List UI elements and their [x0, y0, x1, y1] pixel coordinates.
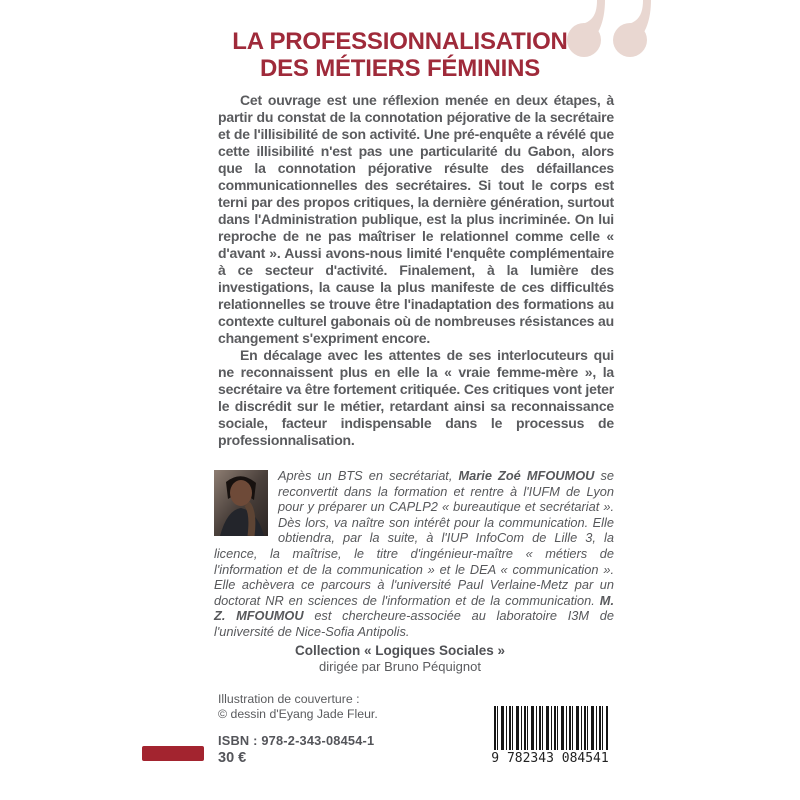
red-accent-bar [142, 746, 204, 761]
author-name: Marie Zoé MFOUMOU [458, 468, 595, 483]
book-title-line1: LA PROFESSIONNALISATION [232, 28, 568, 55]
author-bio [214, 468, 614, 640]
author-portrait-photo [214, 470, 268, 536]
collection-director: dirigée par Bruno Péquignot [319, 659, 481, 674]
bio-text-1: Après un BTS en secrétariat, [278, 468, 459, 483]
cover-credit-line2: © dessin d'Eyang Jade Fleur. [218, 707, 378, 721]
collection-block [0, 643, 800, 675]
price-text: 30 € [218, 750, 247, 766]
bio-text-2: se reconvertit dans la formation et rentre à l'IUFM de Lyon pour y préparer un CAPLP2 « bureautique et secrétariat ». Dès lors, va naître son intérêt pour la communication. Elle obtiendra, par la suite, à l'IUP InfoCom de Lille 3, la licence, la maîtrise, le titre d'ingénieur-maître « métiers de l'information et de la communication » et le DEA « communication ». Elle achèvera ce parcours à l'université Paul Verlaine-Metz par un doctorat NR en sciences de l'information et de la communication. [214, 468, 615, 608]
book-title [0, 28, 800, 82]
author-name-abbrev: M. Z. MFOUMOU [214, 592, 614, 624]
synopsis-paragraph-2: En décalage avec les attentes de ses interlocuteurs qui ne reconnaissent plus en elle la « vraie femme-mère », la secrétaire va être fortement critiquée. Ces critiques vont jeter le discrédit sur le métier, retardant ainsi sa reconnaissance sociale, facteur indispensable dans le processus de professionnalisation. [218, 347, 614, 448]
isbn-text: ISBN : 978-2-343-08454-1 [218, 733, 375, 748]
synopsis-paragraph-1: Cet ouvrage est une réflexion menée en deux étapes, à partir du constat de la connotation péjorative de la secrétaire et de l'illisibilité de son activité. Une pré-enquête a révélé que cette illisibilité n'est pas une particularité du Gabon, alors que la connotation péjorative résulte des défaillances communicationnelles des secrétaires. Si tout le corps est terni par des propos critiques, la dernière génération, surtout dans l'Administration publique, est la plus incriminée. On lui reproche de ne pas maîtriser le relationnel comme celle « d'avant ». Aussi avons-nous limité l'enquête complémentaire à ce secteur d'activité. Finalement, à la lumière des investigations, la cause la plus manifeste de ces difficultés relationnelles se trouve être l'inadaptation des formations au contexte culturel gabonais où de nombreuses résistances au changement s'expriment encore. [218, 92, 614, 346]
barcode-digits: 9 782343 084541 [491, 751, 609, 766]
synopsis [218, 92, 614, 449]
bio-text-3: est chercheure-associée au laboratoire I3M de l'université de Nice-Sofia Antipolis. [214, 608, 614, 639]
barcode-bars [494, 706, 608, 750]
cover-credit-line1: Illustration de couverture : [218, 692, 360, 706]
book-title-line2: DES MÉTIERS FÉMININS [259, 55, 541, 82]
cover-credit [218, 692, 378, 722]
collection-name: Collection « Logiques Sociales » [294, 643, 506, 658]
barcode [490, 706, 610, 766]
